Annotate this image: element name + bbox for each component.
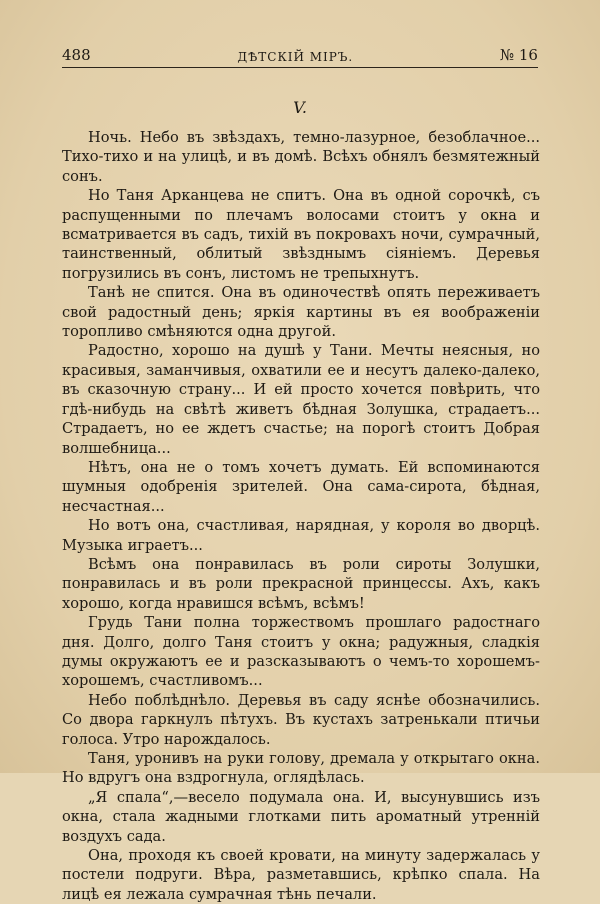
running-header	[62, 40, 538, 64]
header-rule	[62, 67, 538, 68]
paragraph: Она, проходя къ своей кровати, на минуту задержалась у постели подруги. Вѣра, разметавшись, крѣпко спала. На лицѣ ея лежала сумрачная тѣнь печали.	[62, 847, 540, 903]
body-text	[62, 128, 540, 904]
issue-number: № 16	[499, 46, 538, 64]
paragraph: Небо поблѣднѣло. Деревья въ саду яснѣе обозначились. Со двора гаркнулъ пѣтухъ. Въ кустахъ затренькали птичьи голоса. Утро нарождалось.	[62, 691, 540, 748]
paragraph: „Я спала“,—весело подумала она. И, высунувшись изъ окна, стала жадными глотками пить ароматный утренній воздухъ сада.	[62, 788, 540, 845]
page-number: 488	[62, 46, 91, 64]
paragraph: Танѣ не спится. Она въ одиночествѣ опять переживаетъ свой радостный день; яркія картины въ ея воображеніи торопливо смѣняются одна другой.	[62, 284, 540, 341]
paragraph: Грудь Тани полна торжествомъ прошлаго радостнаго дня. Долго, долго Таня стоитъ у окна; радужныя, сладкія думы окружаютъ ее и разсказываютъ о чемъ-то хорошемъ-хорошемъ, счастливомъ...	[62, 614, 540, 690]
paragraph: Ночь. Небо въ звѣздахъ, темно-лазурное, безоблачное... Тихо-тихо и на улицѣ, и въ домѣ. Всѣхъ обнялъ безмятежный сонъ.	[62, 129, 540, 185]
paragraph: Нѣтъ, она не о томъ хочетъ думать. Ей вспоминаются шумныя одобренія зрителей. Она сама-сирота, бѣдная, несчастная...	[62, 458, 540, 515]
paragraph: Таня, уронивъ на руки голову, дремала у открытаго окна. Но вдругъ она вздрогнула, оглядѣлась.	[62, 750, 540, 787]
section-number: V.	[293, 98, 307, 117]
paragraph: Всѣмъ она понравилась въ роли сироты Золушки, понравилась и въ роли прекрасной принцессы. Ахъ, какъ хорошо, когда нравишся всѣмъ, всѣмъ!	[62, 555, 540, 612]
paragraph: Но Таня Арканцева не спитъ. Она въ одной сорочкѣ, съ распущенными по плечамъ волосами стоитъ у окна и всматривается въ садъ, тихій въ покровахъ ночи, сумрачный, таинственный, облитый звѣзднымъ сіяніемъ. Деревья погрузились въ сонъ, листомъ не трепыхнутъ.	[62, 187, 540, 282]
journal-title: ДѢТСКІЙ МІРЪ.	[237, 50, 354, 64]
paragraph: Но вотъ она, счастливая, нарядная, у короля во дворцѣ. Музыка играетъ...	[62, 517, 540, 554]
paragraph: Радостно, хорошо на душѣ у Тани. Мечты неясныя, но красивыя, заманчивыя, охватили ее и несутъ далеко-далеко, въ сказочную страну... И ей просто хочется повѣрить, что гдѣ-нибудь на свѣтѣ живетъ бѣдная Золушка, страдаетъ... Страдаетъ, но ее ждетъ счастье; на порогѣ стоитъ Добрая волшебница...	[62, 342, 540, 457]
